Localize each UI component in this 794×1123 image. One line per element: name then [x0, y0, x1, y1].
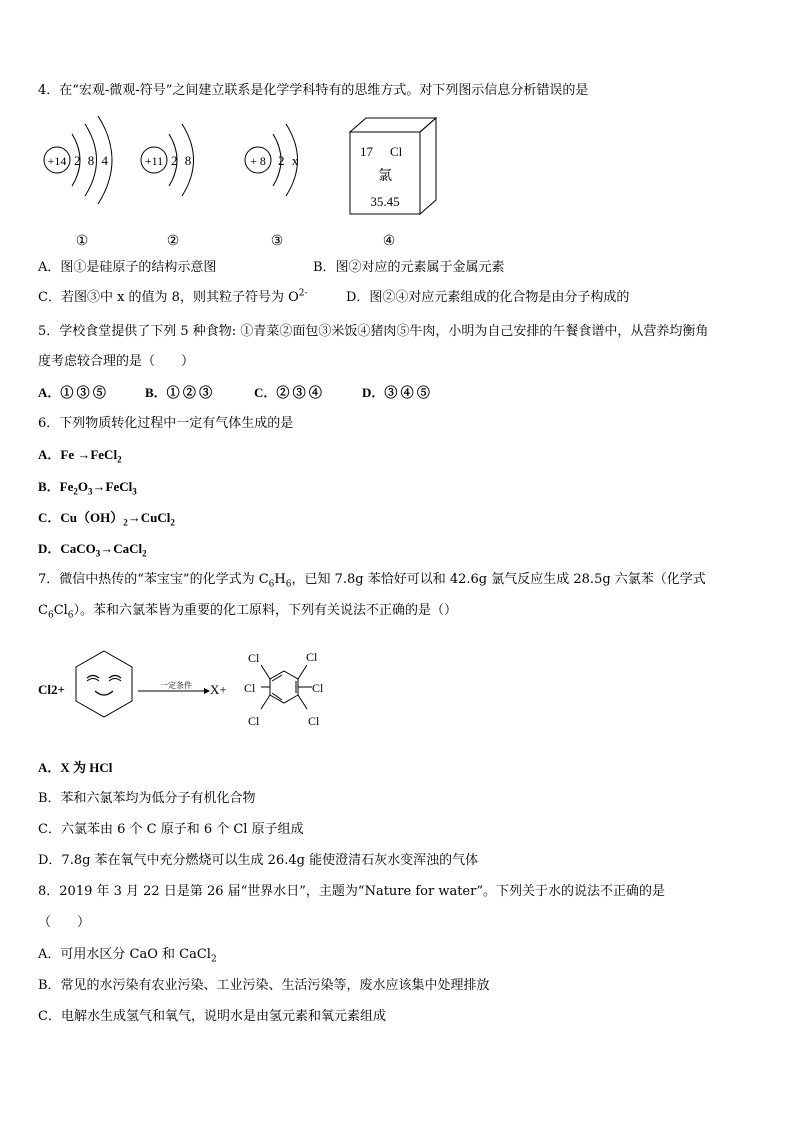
element-name: 氯: [378, 169, 392, 184]
atom-diagrams: [38, 110, 438, 250]
label-3: ③: [270, 234, 284, 249]
atom3-nucleus: + 8: [250, 154, 266, 168]
atom-diagram-2: [141, 124, 194, 196]
q4-option-d: D．图②④对应元素组成的化合物是由分子构成的: [346, 290, 630, 305]
q5-stem-line1: 5．学校食堂提供了下列 5 种食物: ①青菜②面包③米饭④猪肉⑤牛肉，小明为自己安排的午餐食谱中，从营养均衡角: [38, 324, 709, 339]
q8-option-a: A．可用水区分 CaO 和 CaCl$_2$: [38, 947, 217, 965]
atom2-nucleus: +11: [144, 154, 164, 168]
q4-option-b: B．图②对应的元素属于金属元素: [313, 260, 505, 275]
q6-option-d: D．CaCO$_3$→CaCl$_2$: [38, 541, 147, 559]
hexachlorobenzene: [244, 650, 324, 728]
label-1: ①: [75, 234, 89, 249]
label-4: ④: [382, 234, 396, 249]
atom1-nucleus: +14: [47, 154, 67, 168]
cl-right: Cl: [312, 681, 324, 695]
q5-option-d: D．③ ④ ⑤: [362, 385, 430, 400]
q7-stem-line1: 7．微信中热传的“苯宝宝”的化学式为 $C_6H_6$，已知 7.8g 苯恰好可以和 42.6g 氯气反应生成 28.5g 六氯苯（化学式: [38, 572, 706, 590]
label-2: ②: [166, 234, 180, 249]
q7-option-c: C．六氯苯由 6 个 C 原子和 6 个 Cl 原子组成: [38, 822, 304, 837]
q5-option-a: A．① ③ ⑤: [38, 385, 106, 400]
q8-stem-line1: 8．2019 年 3 月 22 日是第 26 届“世界水日”，主题为“Nature for water”。下列关于水的说法不正确的是: [38, 884, 665, 899]
cl-left: Cl: [244, 681, 256, 695]
q4-option-c: C．若图③中 x 的值为 8，则其粒子符号为 $O^{2-}$: [38, 288, 308, 305]
reaction-diagram: [36, 645, 346, 745]
element-number: 17: [360, 144, 373, 159]
atom-diagram-1: [44, 116, 112, 204]
reactant-cl2: Cl2+: [38, 682, 65, 697]
q8-stem-line2: （ ）: [38, 915, 91, 930]
q6-option-c: C．$Cu(OH)_2\to CuCl_2$: [38, 510, 175, 528]
cl-top-left: Cl: [248, 651, 260, 665]
q4-option-a: A．图①是硅原子的结构示意图: [38, 260, 217, 275]
q6-option-a: A．Fe →FeCl$_2$: [38, 447, 122, 465]
q5-option-c: C．② ③ ④: [254, 385, 322, 400]
element-card: [350, 118, 436, 214]
atom-diagram-3: [245, 124, 300, 196]
benzene-molecule: [76, 651, 132, 717]
q8-option-b: B．常见的水污染有农业污染、工业污染、生活污染等，废水应该集中处理排放: [38, 978, 490, 993]
element-symbol: Cl: [390, 144, 403, 159]
reaction-condition: 一定条件: [160, 681, 192, 690]
q5-option-b: B．① ② ③: [145, 385, 213, 400]
q5-stem-line2: 度考虑较合理的是（ ）: [38, 354, 195, 369]
q6-stem: 6．下列物质转化过程中一定有气体生成的是: [38, 416, 294, 431]
cl-bottom-right: Cl: [308, 714, 320, 728]
cl-top-right: Cl: [306, 650, 318, 664]
atom3-shells: 2 x: [278, 153, 301, 168]
cl-bottom-left: Cl: [248, 714, 260, 728]
element-mass: 35.45: [370, 194, 400, 209]
q7-option-a: A．X 为 HCl: [38, 760, 113, 775]
q6-option-b: B．$Fe_2O_3\to FeCl_3$: [38, 479, 137, 497]
atom2-shells: 2 8: [171, 153, 194, 168]
product-x: X+: [210, 682, 227, 697]
q7-stem-line2: $C_6Cl_6$）。苯和六氯苯皆为重要的化工原料，下列有关说法不正确的是（）: [38, 603, 458, 621]
q7-option-b: B．苯和六氯苯均为低分子有机化合物: [38, 791, 256, 806]
q8-option-c: C．电解水生成氢气和氧气，说明水是由氢元素和氧元素组成: [38, 1009, 386, 1024]
q4-stem: 4．在“宏观-微观-符号”之间建立联系是化学学科特有的思维方式。对下列图示信息分析错误的是: [38, 83, 589, 98]
atom1-shells: 2 8 4: [74, 153, 110, 168]
q7-option-d: D．7.8g 苯在氧气中充分燃烧可以生成 26.4g 能使澄清石灰水变浑浊的气体: [38, 853, 479, 868]
